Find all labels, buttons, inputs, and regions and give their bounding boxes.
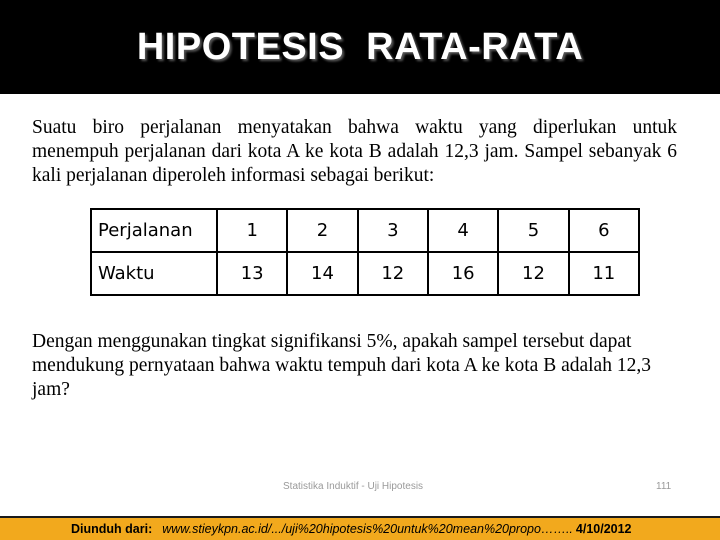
source-date: 4/10/2012	[575, 522, 632, 536]
table-cell: 12	[498, 252, 568, 295]
table-cell: 3	[358, 209, 428, 252]
slide-title: HIPOTESIS RATA-RATA	[136, 25, 584, 68]
source-label: Diunduh dari:	[71, 522, 153, 536]
problem-statement: Suatu biro perjalanan menyatakan bahwa waktu yang diperlukan untuk menempuh perjalanan dari kota A ke kota B adalah 12,3 jam. Sampel sebanyak 6 kali perjalanan diperoleh informasi sebagai berikut:	[32, 117, 677, 186]
title-bar	[0, 0, 720, 94]
table-cell: 11	[569, 252, 639, 295]
table-cell: 16	[428, 252, 498, 295]
table-cell: 13	[217, 252, 287, 295]
source-url[interactable]: www.stieykpn.ac.id/.../uji%20hipotesis%20untuk%20mean%20propo……..	[162, 522, 573, 536]
page-number: 111	[656, 481, 672, 492]
table-cell: 2	[287, 209, 357, 252]
footer-course: Statistika Induktif - Uji Hipotesis	[283, 481, 424, 492]
question-text: Dengan menggunakan tingkat signifikansi 5%, apakah sampel tersebut dapat mendukung pernyataan bahwa waktu tempuh dari kota A ke kota B adalah 12,3 jam?	[32, 331, 651, 400]
source-bar	[0, 516, 720, 540]
table-cell: 5	[498, 209, 568, 252]
table-cell: 14	[287, 252, 357, 295]
row-header: Perjalanan	[91, 209, 217, 252]
row-header: Waktu	[91, 252, 217, 295]
data-table	[90, 208, 640, 296]
table-cell: 6	[569, 209, 639, 252]
table-cell: 4	[428, 209, 498, 252]
table-cell: 1	[217, 209, 287, 252]
table-row-waktu	[91, 252, 639, 295]
table-row-perjalanan	[91, 209, 639, 252]
table-cell: 12	[358, 252, 428, 295]
